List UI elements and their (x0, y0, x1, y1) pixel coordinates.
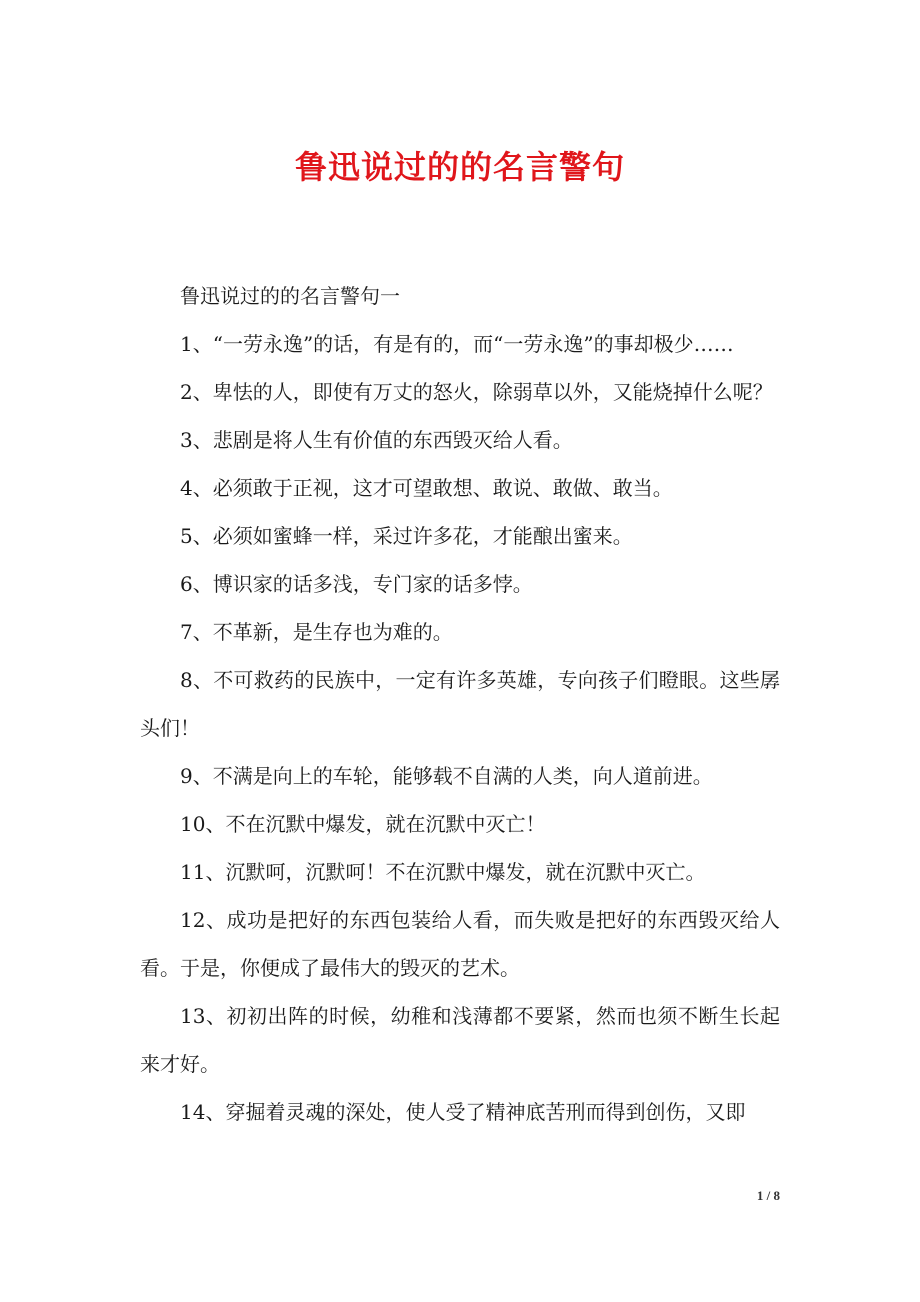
quote-paragraph: 2、卑怯的人，即使有万丈的怒火，除弱草以外，又能烧掉什么呢？ (180, 380, 773, 404)
quote-paragraph: 1、“一劳永逸”的话，有是有的，而“一劳永逸”的事却极少…… (180, 332, 734, 356)
quote-paragraph: 7、不革新，是生存也为难的。 (180, 620, 453, 644)
quote-paragraph: 13、初初出阵的时候，幼稚和浅薄都不要紧，然而也须不断生长起来才好。 (140, 1004, 780, 1076)
section-heading: 鲁迅说过的的名言警句一 (180, 284, 400, 308)
quote-paragraph: 5、必须如蜜蜂一样，采过许多花，才能酿出蜜来。 (180, 524, 633, 548)
document-body (140, 272, 780, 1136)
quote-paragraph: 4、必须敢于正视，这才可望敢想、敢说、敢做、敢当。 (180, 476, 673, 500)
page-number: 1 / 8 (756, 1188, 780, 1203)
quote-paragraph: 14、穿掘着灵魂的深处，使人受了精神底苦刑而得到创伤，又即 (180, 1100, 746, 1124)
quote-paragraph: 8、不可救药的民族中，一定有许多英雄，专向孩子们瞪眼。这些孱头们！ (140, 668, 780, 740)
page-title: 鲁迅说过的的名言警句 (294, 148, 625, 186)
quote-paragraph: 11、沉默呵，沉默呵！不在沉默中爆发，就在沉默中灭亡。 (180, 860, 706, 884)
quote-paragraph: 3、悲剧是将人生有价值的东西毁灭给人看。 (180, 428, 573, 452)
quote-paragraph: 12、成功是把好的东西包装给人看，而失败是把好的东西毁灭给人看。于是，你便成了最伟大的毁灭的艺术。 (140, 908, 780, 980)
quote-paragraph: 10、不在沉默中爆发，就在沉默中灭亡！ (180, 812, 546, 836)
quote-paragraph: 6、博识家的话多浅，专门家的话多悖。 (180, 572, 533, 596)
quote-paragraph: 9、不满是向上的车轮，能够载不自满的人类，向人道前进。 (180, 764, 713, 788)
